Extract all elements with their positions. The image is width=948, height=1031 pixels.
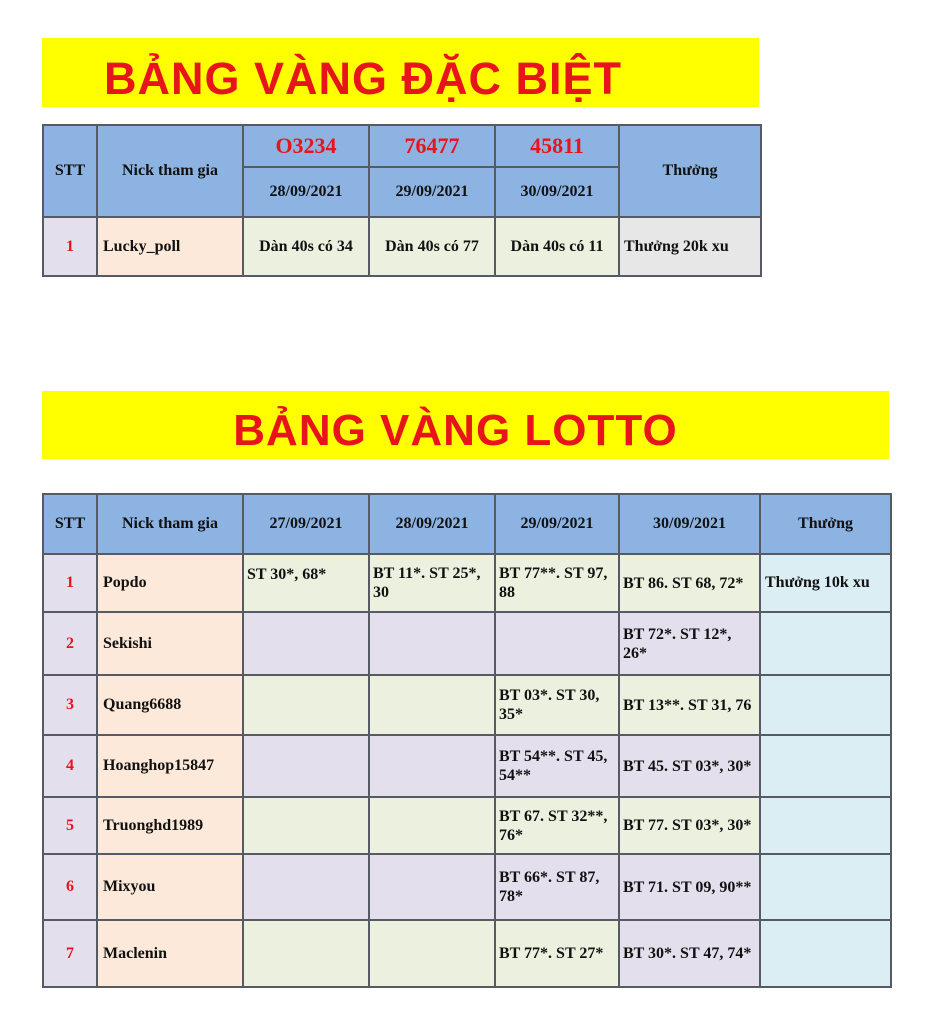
row-nick: Hoanghop15847 — [97, 735, 243, 797]
row-cell: BT 77. ST 03*, 30* — [619, 797, 760, 854]
table-row — [43, 854, 891, 920]
header-date: 28/09/2021 — [369, 494, 495, 554]
row-cell: ST 30*, 68* — [243, 554, 369, 612]
row-stt: 3 — [43, 675, 97, 735]
table-row — [43, 735, 891, 797]
row-cell: Dàn 40s có 77 — [369, 217, 495, 276]
header-nick: Nick tham gia — [97, 494, 243, 554]
row-stt: 5 — [43, 797, 97, 854]
row-cell: BT 66*. ST 87, 78* — [495, 854, 619, 920]
row-prize — [760, 854, 891, 920]
row-cell — [243, 612, 369, 675]
header-date: 28/09/2021 — [243, 167, 369, 217]
table-row — [43, 797, 891, 854]
row-cell — [243, 675, 369, 735]
table-row — [43, 920, 891, 987]
row-prize — [760, 920, 891, 987]
row-cell — [369, 735, 495, 797]
row-cell: BT 67. ST 32**, 76* — [495, 797, 619, 854]
row-cell: BT 86. ST 68, 72* — [619, 554, 760, 612]
row-prize: Thưởng 20k xu — [619, 217, 761, 276]
row-cell: BT 45. ST 03*, 30* — [619, 735, 760, 797]
row-prize — [760, 735, 891, 797]
row-prize — [760, 612, 891, 675]
row-cell — [369, 854, 495, 920]
row-stt: 1 — [43, 554, 97, 612]
row-cell — [369, 675, 495, 735]
row-cell — [369, 612, 495, 675]
row-stt: 1 — [43, 217, 97, 276]
header-nick: Nick tham gia — [97, 125, 243, 217]
header-date: 29/09/2021 — [369, 167, 495, 217]
row-cell — [495, 612, 619, 675]
special-table — [42, 124, 762, 277]
row-nick: Truonghd1989 — [97, 797, 243, 854]
lotto-table — [42, 493, 892, 988]
row-nick: Sekishi — [97, 612, 243, 675]
row-cell: BT 11*. ST 25*, 30 — [369, 554, 495, 612]
table-row — [43, 612, 891, 675]
table-row — [43, 217, 761, 276]
row-cell — [369, 797, 495, 854]
row-nick: Quang6688 — [97, 675, 243, 735]
banner-lotto: BẢNG VÀNG LOTTO — [42, 391, 889, 459]
row-cell: BT 72*. ST 12*, 26* — [619, 612, 760, 675]
header-code: 76477 — [369, 125, 495, 167]
row-cell: Dàn 40s có 11 — [495, 217, 619, 276]
table-row — [43, 554, 891, 612]
row-cell: BT 71. ST 09, 90** — [619, 854, 760, 920]
row-cell — [369, 920, 495, 987]
row-nick: Popdo — [97, 554, 243, 612]
header-prize: Thưởng — [760, 494, 891, 554]
header-code: O3234 — [243, 125, 369, 167]
row-prize: Thưởng 10k xu — [760, 554, 891, 612]
row-cell: BT 77**. ST 97, 88 — [495, 554, 619, 612]
table-row — [43, 675, 891, 735]
row-nick: Mixyou — [97, 854, 243, 920]
row-stt: 7 — [43, 920, 97, 987]
header-date: 30/09/2021 — [619, 494, 760, 554]
row-stt: 2 — [43, 612, 97, 675]
header-stt: STT — [43, 494, 97, 554]
header-date: 29/09/2021 — [495, 494, 619, 554]
row-cell: BT 30*. ST 47, 74* — [619, 920, 760, 987]
header-date: 27/09/2021 — [243, 494, 369, 554]
row-cell: BT 03*. ST 30, 35* — [495, 675, 619, 735]
row-cell: BT 54**. ST 45, 54** — [495, 735, 619, 797]
row-nick: Lucky_poll — [97, 217, 243, 276]
row-cell: Dàn 40s có 34 — [243, 217, 369, 276]
row-cell — [243, 735, 369, 797]
row-cell: BT 13**. ST 31, 76 — [619, 675, 760, 735]
row-cell: BT 77*. ST 27* — [495, 920, 619, 987]
row-stt: 4 — [43, 735, 97, 797]
row-prize — [760, 797, 891, 854]
row-cell — [243, 797, 369, 854]
header-date: 30/09/2021 — [495, 167, 619, 217]
header-prize: Thưởng — [619, 125, 761, 217]
row-stt: 6 — [43, 854, 97, 920]
row-nick: Maclenin — [97, 920, 243, 987]
header-code: 45811 — [495, 125, 619, 167]
row-prize — [760, 675, 891, 735]
row-cell — [243, 854, 369, 920]
banner-special: BẢNG VÀNG ĐẶC BIỆT — [42, 38, 759, 107]
row-cell — [243, 920, 369, 987]
header-stt: STT — [43, 125, 97, 217]
